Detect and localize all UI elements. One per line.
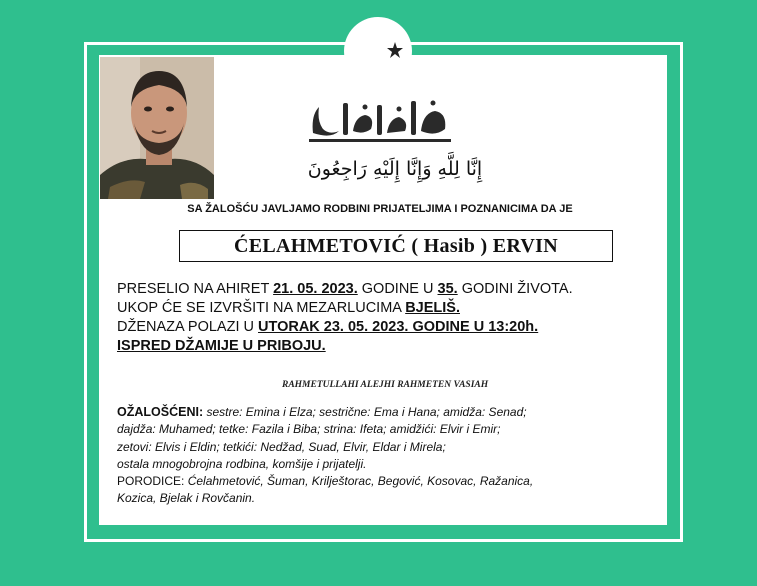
- rahmet-prayer: RAHMETULLAHI ALEJHI RAHMETEN VASIAH: [282, 380, 489, 390]
- quran-verse: إِنَّا لِلَّهِ وَإِنَّا إِلَيْهِ رَاجِعُونَ: [307, 158, 483, 180]
- families-label: PORODICE:: [117, 474, 185, 489]
- funeral-time: UTORAK 23. 05. 2023. GODINE U 13:20h.: [258, 319, 539, 335]
- death-date: 21. 05. 2023.: [273, 281, 358, 297]
- funeral-location-line: [117, 337, 662, 356]
- funeral-details: [117, 280, 662, 356]
- death-line-prefix: PRESELIO NA AHIRET: [117, 281, 270, 297]
- mourners-text-4: ostala mnogobrojna rodbina, komšije i prijatelji.: [117, 456, 367, 471]
- portrait-photo: [100, 57, 214, 199]
- death-date-line: [117, 280, 662, 299]
- mourners-label: OŽALOŠĆENI:: [117, 405, 204, 419]
- funeral-location: ISPRED DŽAMIJE U PRIBOJU.: [117, 338, 326, 354]
- funeral-line-prefix: DŽENAZA POLAZI U: [117, 319, 254, 335]
- mourners-text-2: dajdža: Muhamed; tetke: Fazila i Biba; strina: Ifeta; amidžići: Elvir i Emir;: [117, 422, 501, 437]
- crescent-star-icon: [343, 16, 413, 86]
- death-line-mid: GODINE U: [361, 281, 434, 297]
- mourners-line-1: [117, 404, 647, 421]
- age-value: 35.: [437, 281, 458, 297]
- mourners-text-3: zetovi: Elvis i Eldin; tetkići: Nedžad, Suad, Elvir, Eldar i Mirela;: [117, 439, 446, 454]
- mourners-text-1: sestre: Emina i Elza; sestrične: Ema i Hana; amidža: Senad;: [206, 405, 527, 419]
- families-text-1: Ćelahmetović, Šuman, Krilještorac, Begović, Kosovac, Ražanica,: [187, 474, 534, 489]
- burial-line-prefix: UKOP ĆE SE IZVRŠITI NA MEZARLUCIMA: [117, 300, 402, 316]
- burial-line: [117, 299, 662, 318]
- arabic-calligraphy-logo: [305, 95, 455, 145]
- families-text-2: Kozica, Bjelak i Rovčanin.: [117, 491, 256, 506]
- deceased-name: ĆELAHMETOVIĆ ( Hasib ) ERVIN: [179, 230, 613, 262]
- burial-place: BJELIŠ.: [405, 300, 460, 316]
- mourners-block: [117, 404, 647, 508]
- death-line-suffix: GODINI ŽIVOTA.: [461, 281, 573, 297]
- announcement-text: SA ŽALOŠĆU JAVLJAMO RODBINI PRIJATELJIMA I POZNANICIMA DA JE: [187, 203, 573, 215]
- families-line-1: [117, 473, 647, 490]
- funeral-time-line: [117, 318, 662, 337]
